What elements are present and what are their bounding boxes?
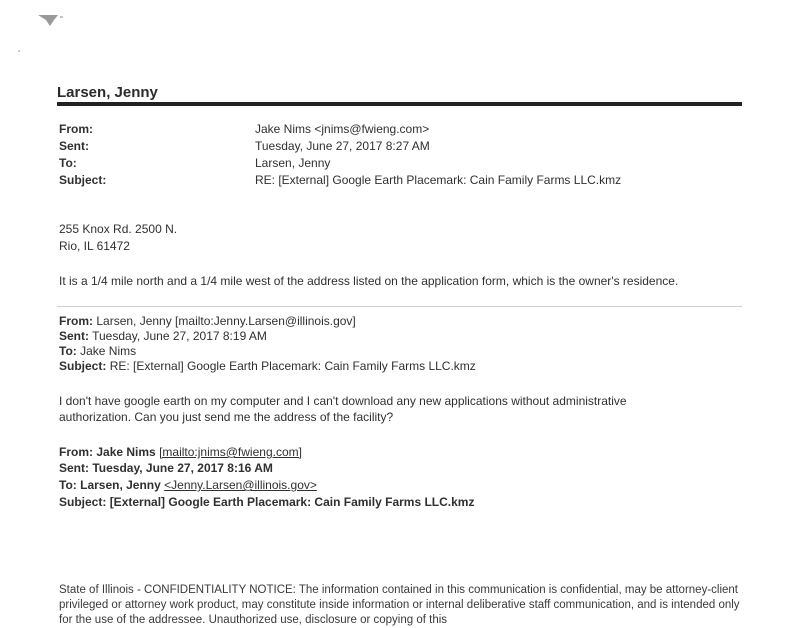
quoted-separator bbox=[57, 306, 742, 307]
quoted1-subject-label: Subject: bbox=[59, 359, 107, 373]
quoted2-subject-value: [External] Google Earth Placemark: Cain Family Farms LLC.kmz bbox=[109, 495, 475, 509]
quoted1-from bbox=[59, 314, 356, 328]
quoted2-to-link[interactable]: <Jenny.Larsen@illinois.gov> bbox=[164, 478, 317, 492]
quoted1-sent bbox=[59, 329, 267, 343]
quoted1-message-line-1: I don't have google earth on my computer and I can't download any new applications without administrative bbox=[59, 394, 627, 408]
quoted2-sent-label: Sent: bbox=[59, 461, 89, 475]
quoted1-from-value: Larsen, Jenny [mailto:Jenny.Larsen@illinois.gov] bbox=[96, 314, 356, 328]
header-from-label: From: bbox=[59, 122, 93, 136]
scan-artifact-mark bbox=[36, 12, 66, 28]
header-subject-value: RE: [External] Google Earth Placemark: Cain Family Farms LLC.kmz bbox=[255, 173, 622, 187]
quoted1-sent-label: Sent: bbox=[59, 329, 89, 343]
sender-name-heading: Larsen, Jenny bbox=[57, 84, 158, 101]
quoted1-sent-value: Tuesday, June 27, 2017 8:19 AM bbox=[92, 329, 267, 343]
header-from-value: Jake Nims <jnims@fwieng.com> bbox=[255, 122, 430, 136]
header-sent-value: Tuesday, June 27, 2017 8:27 AM bbox=[255, 139, 430, 153]
header-to-value: Larsen, Jenny bbox=[255, 156, 331, 170]
quoted2-sent-value: Tuesday, June 27, 2017 8:16 AM bbox=[92, 461, 273, 475]
quoted2-from-name: Jake Nims bbox=[96, 445, 156, 459]
quoted1-to bbox=[59, 344, 136, 358]
quoted2-from bbox=[59, 445, 302, 459]
header-sent-label: Sent: bbox=[59, 139, 89, 153]
quoted2-sent bbox=[59, 461, 273, 475]
quoted2-from-link[interactable]: [mailto:jnims@fwieng.com] bbox=[159, 445, 302, 459]
confidentiality-notice: State of Illinois - CONFIDENTIALITY NOTICE: The information contained in this communication is confidential, may be attorney-client privileged or attorney work product, may constitute inside information or internal deliberative staff communication, and is intended only for the use of the addressee. Unauthorized use, disclosure or copying of this bbox=[59, 584, 740, 626]
quoted2-to-name: Larsen, Jenny bbox=[80, 478, 161, 492]
header-divider bbox=[57, 102, 742, 106]
quoted2-subject bbox=[59, 495, 474, 509]
header-subject-label: Subject: bbox=[59, 173, 107, 187]
quoted1-subject-value: RE: [External] Google Earth Placemark: Cain Family Farms LLC.kmz bbox=[109, 359, 476, 373]
quoted2-from-label: From: bbox=[59, 445, 93, 459]
quoted2-to-label: To: bbox=[59, 478, 77, 492]
scan-speck bbox=[18, 50, 20, 52]
quoted1-message-line-2: authorization. Can you just send me the address of the facility? bbox=[59, 410, 394, 424]
quoted1-to-label: To: bbox=[59, 344, 77, 358]
quoted1-to-value: Jake Nims bbox=[80, 344, 137, 358]
message-body: It is a 1/4 mile north and a 1/4 mile west of the address listed on the application form, which is the owner's residence. bbox=[59, 274, 679, 288]
address-line-1: 255 Knox Rd. 2500 N. bbox=[59, 222, 178, 236]
address-line-2: Rio, IL 61472 bbox=[59, 239, 130, 253]
quoted1-from-label: From: bbox=[59, 314, 93, 328]
quoted1-subject bbox=[59, 359, 476, 373]
quoted2-subject-label: Subject: bbox=[59, 495, 107, 509]
quoted2-to bbox=[59, 478, 317, 492]
header-to-label: To: bbox=[59, 156, 77, 170]
